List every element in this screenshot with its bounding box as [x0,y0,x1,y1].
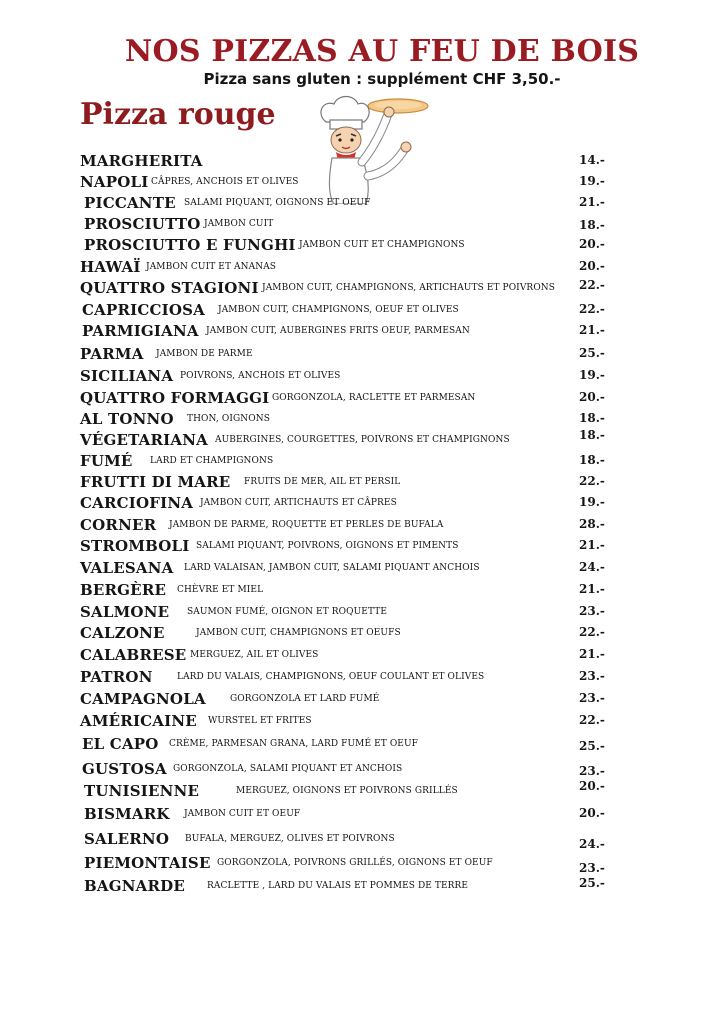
pizza-name: CAPRICCIOSA [82,301,205,319]
pizza-description: SALAMI PIQUANT, OIGNONS ET OEUF [184,198,371,208]
pizza-description: GORGONZOLA, RACLETTE ET PARMESAN [272,393,476,403]
pizza-item [0,388,724,408]
pizza-description: JAMBON DE PARME, ROQUETTE ET PERLES DE BUFALA [169,520,444,530]
pizza-item [0,493,724,513]
pizza-price: 20.- [579,390,605,404]
section-heading: Pizza rouge [80,97,276,132]
pizza-price: 20.- [579,259,605,273]
pizza-description: JAMBON CUIT, AUBERGINES FRITS OEUF, PARMESAN [206,326,470,336]
pizza-name: PATRON [80,668,153,686]
pizza-description: BUFALA, MERGUEZ, OLIVES ET POIVRONS [185,834,395,844]
pizza-item [0,278,724,298]
pizza-item [0,430,724,450]
pizza-item [0,536,724,556]
gluten-free-note: Pizza sans gluten : supplément CHF 3,50.- [203,70,561,88]
pizza-description: JAMBON CUIT ET ANANAS [146,262,277,272]
pizza-name: FRUTTI DI MARE [80,473,231,491]
pizza-description: POIVRONS, ANCHOIS ET OLIVES [180,371,341,381]
pizza-name: VALESANA [80,559,174,577]
pizza-price: 22.- [579,713,605,727]
pizza-name: NAPOLI [80,173,149,191]
pizza-name: PARMA [80,345,144,363]
pizza-name: CARCIOFINA [80,494,194,512]
pizza-price: 25.- [579,876,605,890]
pizza-price: 19.- [579,368,605,382]
pizza-name: CORNER [80,516,157,534]
pizza-description: JAMBON CUIT ET OEUF [184,809,301,819]
pizza-price: 18.- [579,218,605,232]
pizza-price: 18.- [579,453,605,467]
pizza-item [0,853,724,873]
pizza-item [0,645,724,665]
pizza-price: 23.- [579,764,605,778]
pizza-price: 19.- [579,174,605,188]
pizza-name: FUMÉ [80,452,133,470]
pizza-description: LARD DU VALAIS, CHAMPIGNONS, OEUF COULANT ET OLIVES [177,672,485,682]
pizza-price: 23.- [579,691,605,705]
pizza-name: EL CAPO [82,735,159,753]
pizza-name: CALABRESE [80,646,187,664]
pizza-item [0,711,724,731]
pizza-item [0,451,724,471]
pizza-name: PIEMONTAISE [84,854,211,872]
pizza-description: JAMBON CUIT, CHAMPIGNONS, OEUF ET OLIVES [218,305,459,315]
pizza-item [0,602,724,622]
pizza-description: JAMBON CUIT, CHAMPIGNONS ET OEUFS [196,628,401,638]
pizza-name: GUSTOSA [82,760,167,778]
pizza-price: 18.- [579,428,605,442]
pizza-item [0,829,724,849]
pizza-item [0,300,724,320]
pizza-description: MERGUEZ, AIL ET OLIVES [190,650,319,660]
menu-title: NOS PIZZAS AU FEU DE BOIS [124,34,640,69]
pizza-name: QUATTRO STAGIONI [80,279,259,297]
pizza-name: BISMARK [84,805,170,823]
pizza-item [0,580,724,600]
pizza-name: PROSCIUTTO [84,215,201,233]
pizza-description: JAMBON CUIT, CHAMPIGNONS, ARTICHAUTS ET POIVRONS [262,283,556,293]
pizza-item [0,235,724,255]
pizza-price: 19.- [579,495,605,509]
pizza-item [0,409,724,429]
pizza-name: VÉGETARIANA [80,431,208,449]
pizza-name: CALZONE [80,624,165,642]
pizza-price: 25.- [579,346,605,360]
pizza-item [0,689,724,709]
pizza-description: JAMBON CUIT ET CHAMPIGNONS [299,240,465,250]
pizza-description: SAUMON FUMÉ, OIGNON ET ROQUETTE [187,607,387,617]
pizza-description: GORGONZOLA, POIVRONS GRILLÉS, OIGNONS ET OEUF [217,858,493,868]
pizza-description: CHÈVRE ET MIEL [177,585,264,595]
pizza-description: LARD VALAISAN, JAMBON CUIT, SALAMI PIQUANT ANCHOIS [184,563,480,573]
pizza-name: CAMPAGNOLA [80,690,206,708]
pizza-name: PICCANTE [84,194,176,212]
pizza-description: SALAMI PIQUANT, POIVRONS, OIGNONS ET PIMENTS [196,541,459,551]
pizza-price: 21.- [579,538,605,552]
pizza-price: 23.- [579,604,605,618]
pizza-description: CÂPRES, ANCHOIS ET OLIVES [151,177,299,187]
pizza-item [0,623,724,643]
pizza-name: HAWAÏ [80,258,141,276]
pizza-description: RACLETTE , LARD DU VALAIS ET POMMES DE TERRE [207,881,469,891]
pizza-name: BAGNARDE [84,877,185,895]
pizza-price: 22.- [579,302,605,316]
pizza-item [0,515,724,535]
pizza-name: PROSCIUTTO E FUNGHI [84,236,296,254]
pizza-item [0,759,724,779]
pizza-description: JAMBON CUIT, ARTICHAUTS ET CÂPRES [200,498,397,508]
pizza-price: 22.- [579,474,605,488]
pizza-name: SICILIANA [80,367,174,385]
pizza-description: WURSTEL ET FRITES [208,716,312,726]
pizza-description: LARD ET CHAMPIGNONS [150,456,274,466]
pizza-price: 21.- [579,647,605,661]
pizza-name: SALERNO [84,830,170,848]
pizza-description: CRÈME, PARMESAN GRANA, LARD FUMÉ ET OEUF [169,739,419,749]
pizza-name: TUNISIENNE [84,782,200,800]
pizza-price: 21.- [579,195,605,209]
pizza-description: AUBERGINES, COURGETTES, POIVRONS ET CHAMPIGNONS [215,435,510,445]
pizza-item [0,344,724,364]
pizza-name: STROMBOLI [80,537,190,555]
pizza-description: JAMBON CUIT [204,219,274,229]
pizza-item [0,366,724,386]
pizza-name: QUATTRO FORMAGGI [80,389,270,407]
pizza-item [0,472,724,492]
pizza-description: GORGONZOLA, SALAMI PIQUANT ET ANCHOIS [173,764,403,774]
pizza-name: AMÉRICAINE [80,712,197,730]
pizza-price: 28.- [579,517,605,531]
pizza-item [0,558,724,578]
pizza-price: 23.- [579,861,605,875]
pizza-item [0,876,724,896]
pizza-name: SALMONE [80,603,170,621]
pizza-price: 20.- [579,237,605,251]
pizza-item [0,781,724,801]
pizza-price: 24.- [579,560,605,574]
pizza-name: AL TONNO [80,410,174,428]
pizza-item [0,214,724,234]
pizza-price: 14.- [579,153,605,167]
pizza-price: 22.- [579,278,605,292]
pizza-item [0,151,724,171]
pizza-description: GORGONZOLA ET LARD FUMÉ [230,694,380,704]
pizza-item [0,734,724,754]
pizza-name: PARMIGIANA [82,322,199,340]
pizza-description: THON, OIGNONS [187,414,270,424]
pizza-item [0,321,724,341]
pizza-name: MARGHERITA [80,152,203,170]
pizza-name: BERGÈRE [80,581,167,599]
pizza-price: 20.- [579,779,605,793]
pizza-description: JAMBON DE PARME [156,349,253,359]
pizza-item [0,193,724,213]
pizza-price: 22.- [579,625,605,639]
pizza-item [0,667,724,687]
pizza-item [0,172,724,192]
pizza-price: 23.- [579,669,605,683]
pizza-price: 25.- [579,739,605,753]
pizza-description: MERGUEZ, OIGNONS ET POIVRONS GRILLÉS [236,786,458,796]
pizza-price: 24.- [579,837,605,851]
pizza-price: 21.- [579,323,605,337]
pizza-price: 20.- [579,806,605,820]
pizza-item [0,804,724,824]
pizza-item [0,257,724,277]
pizza-price: 21.- [579,582,605,596]
pizza-price: 18.- [579,411,605,425]
pizza-description: FRUITS DE MER, AIL ET PERSIL [244,477,401,487]
